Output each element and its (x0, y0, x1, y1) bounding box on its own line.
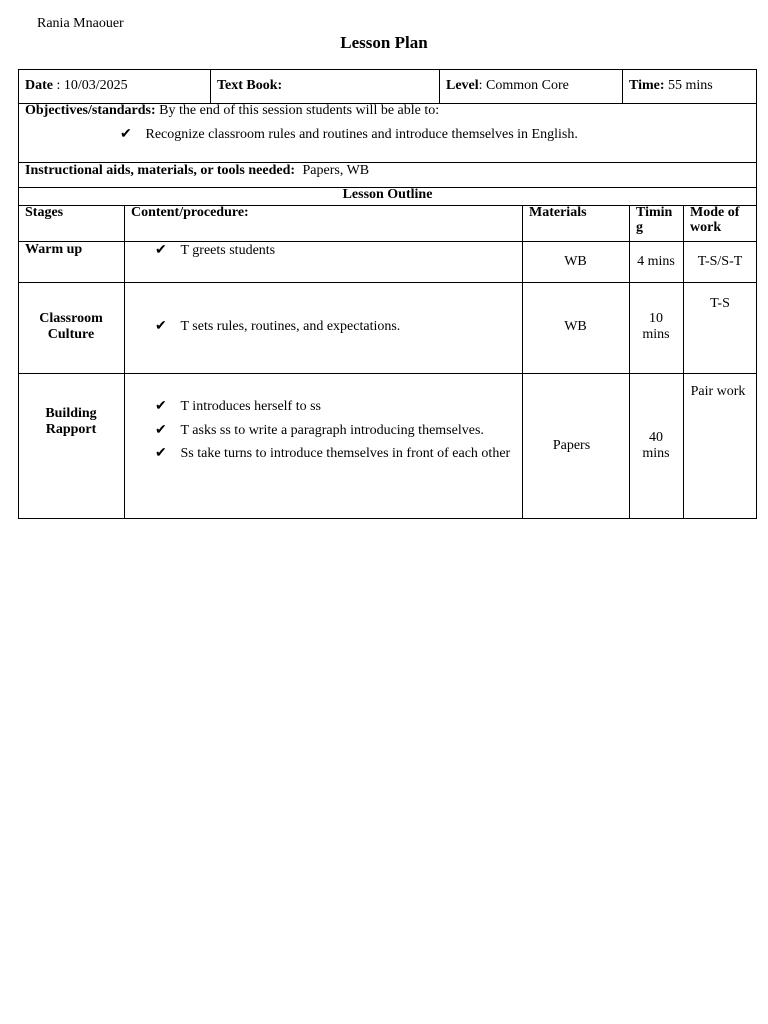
timing-building-rapport (629, 430, 683, 462)
date-cell (25, 78, 128, 94)
timing-line: 10 (649, 311, 663, 326)
objective-text: Recognize classroom rules and routines and introduce themselves in English. (145, 127, 578, 142)
stage-line: Classroom (39, 311, 103, 326)
mode-building-rapport: Pair work (690, 384, 746, 399)
divider (622, 69, 623, 104)
check-mark-icon: ✔ (155, 423, 167, 438)
col-header-content: Content/procedure: (131, 205, 249, 220)
timing-classroom-culture (629, 311, 683, 343)
check-mark-icon: ✔ (120, 127, 132, 142)
date-label: Date (25, 78, 53, 93)
materials-warm-up: WB (564, 254, 587, 269)
time-cell (629, 78, 713, 94)
objectives-label: Objectives/standards: (25, 103, 156, 118)
procedure-item (155, 242, 275, 259)
procedure-text: Ss take turns to introduce themselves in front of each other (180, 446, 511, 461)
divider (683, 205, 684, 519)
divider (439, 69, 440, 104)
procedure-text: T introduces herself to ss (180, 399, 321, 414)
mode-header-line: work (690, 220, 722, 235)
stage-classroom-culture (18, 311, 124, 343)
timing-header-line: Timin (636, 205, 673, 220)
procedure-text: T sets rules, routines, and expectations. (180, 319, 401, 334)
divider (18, 241, 757, 242)
aids-label: Instructional aids, materials, or tools needed: (25, 163, 296, 178)
aids-text (25, 163, 369, 179)
stage-line: Rapport (45, 422, 97, 437)
stage-warm-up: Warm up (25, 242, 83, 257)
page-title: Lesson Plan (340, 33, 428, 52)
divider (629, 205, 630, 519)
time-value: 55 mins (664, 78, 713, 93)
check-mark-icon: ✔ (155, 446, 167, 461)
mode-classroom-culture: T-S (710, 296, 730, 311)
col-header-mode (690, 205, 739, 235)
timing-line: 40 (649, 430, 663, 445)
procedure-text: T greets students (180, 243, 276, 258)
stage-building-rapport (18, 406, 124, 438)
procedure-item (155, 422, 484, 439)
stage-line: Culture (47, 327, 95, 342)
mode-header-line: Mode of (690, 205, 740, 220)
divider (210, 69, 211, 104)
timing-warm-up: 4 mins (637, 254, 675, 269)
time-label: Time: (629, 78, 665, 93)
col-header-stages: Stages (25, 205, 64, 220)
mode-warm-up: T-S/S-T (697, 254, 743, 269)
level-cell (446, 78, 569, 94)
timing-line: mins (642, 327, 670, 342)
col-header-materials: Materials (529, 205, 587, 220)
check-mark-icon: ✔ (155, 319, 167, 334)
timing-header-line: g (636, 220, 643, 235)
date-value: : 10/03/2025 (53, 78, 128, 93)
timing-line: mins (642, 446, 670, 461)
divider (124, 205, 125, 519)
level-value: : Common Core (478, 78, 569, 93)
procedure-item (155, 318, 400, 335)
aids-value: Papers, WB (302, 163, 370, 178)
check-mark-icon: ✔ (155, 243, 167, 258)
procedure-item (155, 398, 321, 415)
procedure-item (155, 445, 510, 462)
materials-classroom-culture: WB (564, 319, 587, 334)
procedure-text: T asks ss to write a paragraph introducing themselves. (180, 423, 484, 438)
divider (18, 282, 757, 283)
materials-building-rapport: Papers (552, 438, 591, 453)
level-label: Level (446, 78, 479, 93)
objectives-text (25, 103, 439, 119)
col-header-timing (636, 205, 672, 235)
textbook-cell: Text Book: (217, 78, 283, 93)
outline-heading: Lesson Outline (342, 187, 433, 202)
objectives-intro: By the end of this session students will be able to: (155, 103, 440, 118)
divider (18, 373, 757, 374)
objective-item (120, 126, 578, 143)
stage-line: Building (45, 406, 97, 421)
author-name: Rania Mnaouer (37, 16, 124, 31)
check-mark-icon: ✔ (155, 399, 167, 414)
divider (522, 205, 523, 519)
outline-table (18, 205, 757, 519)
